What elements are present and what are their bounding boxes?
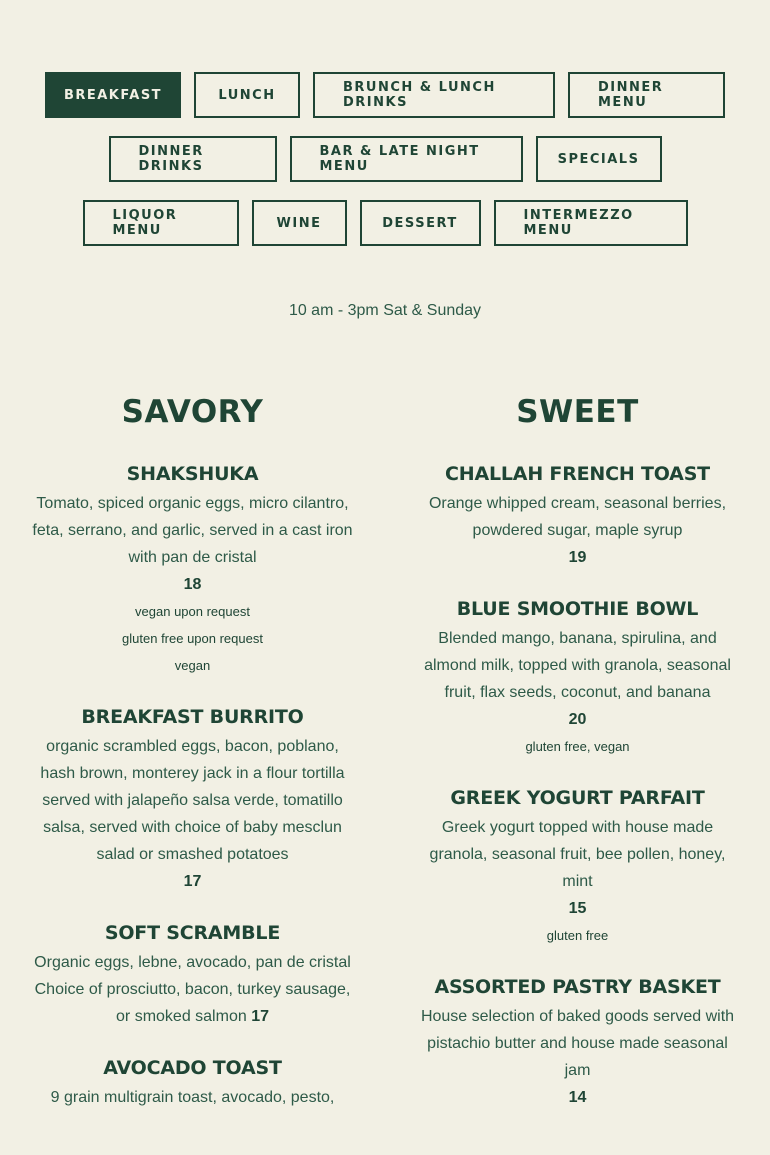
- item-description: Organic eggs, lebne, avocado, pan de cristal: [34, 954, 351, 971]
- menu-item: [30, 1056, 355, 1111]
- dietary-note: gluten free: [546, 928, 609, 943]
- tab-liquor-menu[interactable]: LIQUOR MENU: [83, 200, 239, 246]
- menu-item: [415, 786, 740, 949]
- service-hours: 10 am - 3pm Sat & Sunday: [288, 302, 482, 319]
- menu-item: [415, 597, 740, 760]
- item-name: AVOCADO TOAST: [103, 1057, 282, 1079]
- menu-item: [30, 705, 355, 895]
- sweet-column: [415, 390, 740, 1137]
- item-description: Greek yogurt topped with house made granola, seasonal fruit, bee pollen, honey, mint: [429, 819, 726, 890]
- tab-wine[interactable]: WINE: [252, 200, 347, 246]
- item-name: SHAKSHUKA: [126, 463, 259, 485]
- menu-tabs-row-2: [0, 136, 770, 182]
- item-options: [30, 976, 355, 1030]
- menu-tabs-row-1: [0, 72, 770, 118]
- item-price: 17: [251, 1008, 269, 1025]
- item-name: ASSORTED PASTRY BASKET: [434, 976, 721, 998]
- item-price: 14: [568, 1089, 587, 1106]
- dietary-note: vegan upon request: [135, 604, 250, 619]
- item-price: 18: [183, 576, 202, 593]
- item-name: BREAKFAST BURRITO: [81, 706, 304, 728]
- tab-lunch[interactable]: LUNCH: [194, 72, 300, 118]
- item-name: BLUE SMOOTHIE BOWL: [456, 598, 699, 620]
- tab-brunch-lunch-drinks[interactable]: BRUNCH & LUNCH DRINKS: [313, 72, 555, 118]
- item-description: Blended mango, banana, spirulina, and almond milk, topped with granola, seasonal fruit, flax seeds, coconut, and banana: [424, 630, 731, 701]
- item-description: Tomato, spiced organic eggs, micro cilantro, feta, serrano, and garlic, served in a cast iron with pan de cristal: [32, 495, 353, 566]
- tab-intermezzo-menu[interactable]: INTERMEZZO MENU: [494, 200, 688, 246]
- menu-item: [30, 921, 355, 1030]
- dietary-note: vegan: [174, 658, 211, 673]
- tab-dessert[interactable]: DESSERT: [360, 200, 481, 246]
- item-price: 19: [568, 549, 587, 566]
- menu-tabs-row-3: [0, 200, 770, 246]
- dietary-note: gluten free, vegan: [525, 739, 630, 754]
- item-price: 17: [183, 873, 202, 890]
- tab-bar-late-night-menu[interactable]: BAR & LATE NIGHT MENU: [290, 136, 523, 182]
- tab-breakfast[interactable]: BREAKFAST: [45, 72, 181, 118]
- item-price: 20: [568, 711, 587, 728]
- item-description: 9 grain multigrain toast, avocado, pesto,: [50, 1089, 335, 1106]
- dietary-note: gluten free upon request: [122, 631, 263, 646]
- tab-dinner-menu[interactable]: DINNER MENU: [568, 72, 725, 118]
- item-price: 15: [568, 900, 587, 917]
- menu-item: [415, 462, 740, 571]
- tab-dinner-drinks[interactable]: DINNER DRINKS: [109, 136, 277, 182]
- item-options-text: Choice of prosciutto, bacon, turkey sausage, or smoked salmon: [34, 981, 351, 1025]
- item-description: Orange whipped cream, seasonal berries, powdered sugar, maple syrup: [428, 495, 727, 539]
- item-name: CHALLAH FRENCH TOAST: [445, 463, 710, 485]
- item-description: organic scrambled eggs, bacon, poblano, hash brown, monterey jack in a flour tortilla served with jalapeño salsa verde, tomatillo salsa, served with choice of baby mesclun salad or smashed potatoes: [40, 738, 345, 863]
- tab-specials[interactable]: SPECIALS: [536, 136, 662, 182]
- menu-item: [415, 975, 740, 1111]
- item-description: House selection of baked goods served with pistachio butter and house made seasonal jam: [420, 1008, 735, 1079]
- menu-item: [30, 462, 355, 679]
- savory-heading: SAVORY: [121, 394, 264, 430]
- savory-column: [30, 390, 355, 1137]
- item-name: SOFT SCRAMBLE: [104, 922, 281, 944]
- sweet-heading: SWEET: [516, 394, 639, 430]
- item-name: GREEK YOGURT PARFAIT: [450, 787, 705, 809]
